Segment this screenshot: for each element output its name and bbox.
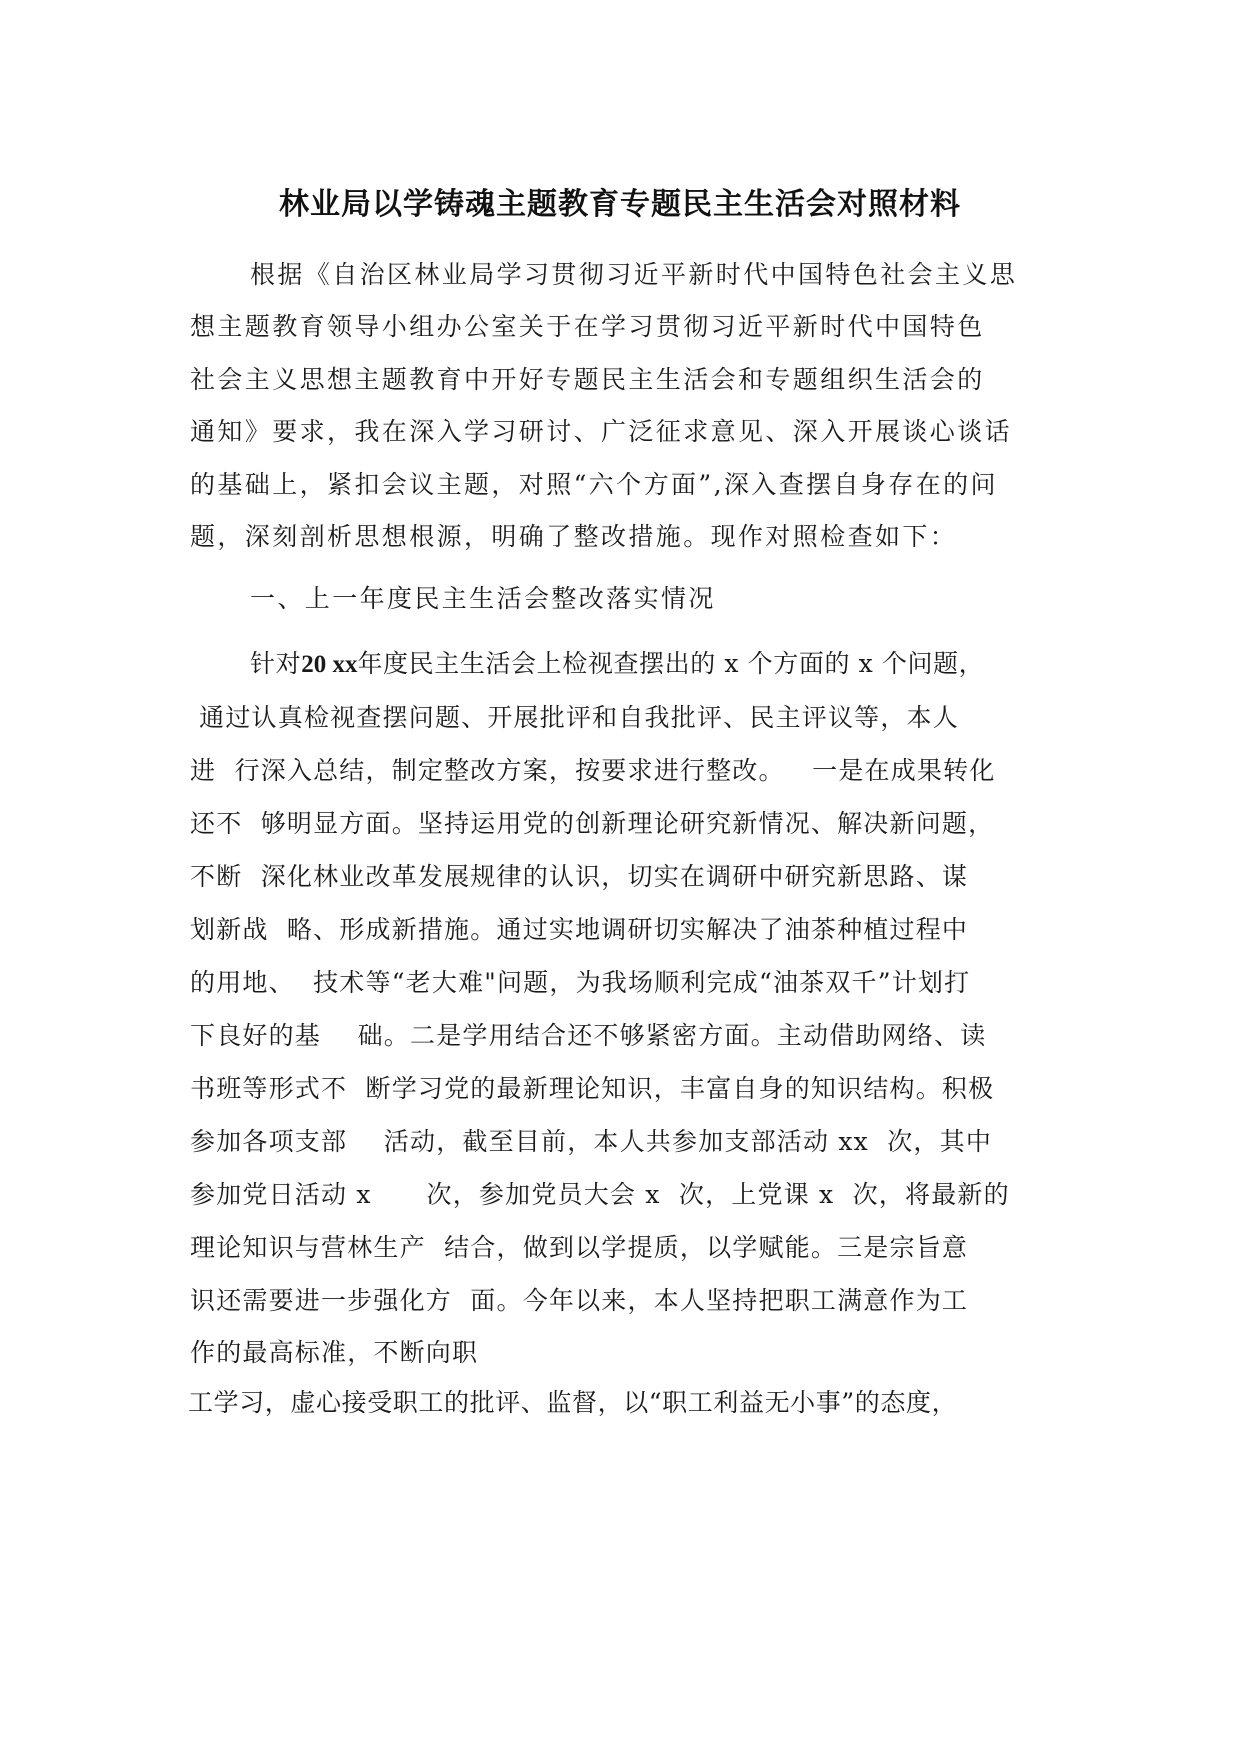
paragraph-line: 社会主义思想主题教育中开好专题民主生活会和专题组织生活会的 bbox=[190, 365, 985, 394]
paragraph-line: 根据《自治区林业局学习贯彻习近平新时代中国特色社会主义思 bbox=[250, 260, 1018, 289]
paragraph-line: 的基础上，紧扣会议主题，对照“六个方面”,深入查摆自身存在的问 bbox=[190, 470, 998, 499]
paragraph-line: 划新战 略、形成新措施。通过实地调研切实解决了油茶种植过程中 bbox=[190, 915, 969, 944]
paragraph-line: 题，深刻剖析思想根源，明确了整改措施。现作对照检查如下： bbox=[190, 522, 958, 551]
paragraph-line: 的用地、 技术等“老大难"问题，为我场顺利完成“油茶双千”计划打 bbox=[190, 968, 971, 997]
document-title: 林业局以学铸魂主题教育专题民主生活会对照材料 bbox=[279, 187, 961, 222]
paragraph-line: 作的最高标准，不断向职 bbox=[190, 1338, 479, 1367]
paragraph-line: 还不 够明显方面。坚持运用党的创新理论研究新情况、解决新问题， bbox=[190, 809, 995, 838]
year-value: 20 xx bbox=[301, 651, 358, 678]
paragraph-line: 参加各项支部 活动，截至目前，本人共参加支部活动 xx 次，其中 bbox=[190, 1127, 993, 1156]
paragraph-line: 识还需要进一步强化方 面。今年以来，本人坚持把职工满意作为工 bbox=[190, 1286, 969, 1315]
line-text: 年度民主生活会上检视查摆出的 x 个方面的 x 个问题， bbox=[357, 649, 985, 678]
section-heading: 一、上一年度民主生活会整改落实情况 bbox=[250, 584, 716, 613]
paragraph-line: 理论知识与营林生产 结合，做到以学提质，以学赋能。三是宗旨意 bbox=[190, 1233, 969, 1262]
paragraph-line: 下良好的基 础。二是学用结合还不够紧密方面。主动借助网络、读 bbox=[190, 1021, 987, 1050]
paragraph-line: 书班等形式不 断学习党的最新理论知识，丰富自身的知识结构。积极 bbox=[190, 1074, 995, 1103]
paragraph-line: 通过认真检视查摆问题、开展批评和自我批评、民主评议等，本人 bbox=[190, 703, 959, 732]
paragraph-line bbox=[250, 644, 984, 684]
paragraph-line: 不断 深化林业改革发展规律的认识，切实在调研中研究新思路、谋 bbox=[190, 862, 969, 891]
paragraph-line: 通知》要求，我在深入学习研讨、广泛征求意见、深入开展谈心谈话 bbox=[190, 417, 1013, 446]
paragraph-line: 想主题教育领导小组办公室关于在学习贯彻习近平新时代中国特色 bbox=[190, 312, 985, 341]
paragraph-line: 工学习，虚心接受职工的批评、监督，以“职工利益无小事”的态度， bbox=[188, 1388, 958, 1417]
paragraph-line: 参加党日活动 x 次，参加党员大会 x 次，上党课 x 次，将最新的 bbox=[190, 1180, 1010, 1209]
line-text: 针对 bbox=[250, 649, 302, 678]
paragraph-line: 进 行深入总结，制定整改方案，按要求进行整改。 一是在成果转化 bbox=[190, 756, 996, 785]
